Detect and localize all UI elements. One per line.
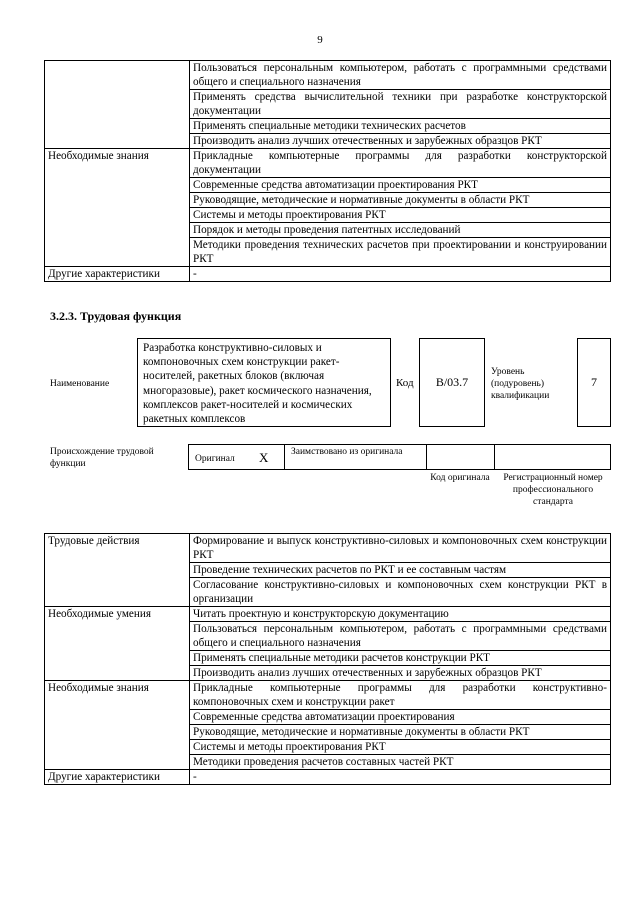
original-mark: X [259, 450, 269, 465]
table-row [45, 681, 611, 710]
table-cell: Проведение технических расчетов по РКТ и ее составным частям [190, 563, 611, 578]
reg-number-label: Регистрационный номер профессионального стандарта [503, 473, 603, 507]
table-cell: Пользоваться персональным компьютером, работать с программными средствами общего и специального назначения [190, 622, 611, 651]
row-label: Трудовые действия [45, 534, 190, 607]
table-cell: Производить анализ лучших отечественных и зарубежных образцов РКТ [190, 666, 611, 681]
table-cell: Руководящие, методические и нормативные документы в области РКТ [190, 193, 611, 208]
borrowed-label: Заимствовано из оригинала [291, 447, 403, 457]
original-cell [189, 445, 285, 469]
row-label: Необходимые умения [45, 607, 190, 681]
level-label: Уровень (подуровень) квалификации [491, 367, 550, 401]
page-number: 9 [317, 34, 323, 46]
table-cell: Современные средства автоматизации проектирования [190, 710, 611, 725]
name-label: Наименование [50, 379, 110, 389]
table-cell: Методики проведения технических расчетов при проектировании и конструировании РКТ [190, 238, 611, 267]
origin-label: Происхождение трудовой функции [50, 447, 154, 469]
level-box [577, 338, 611, 427]
table-row [45, 607, 611, 622]
table-cell: Применять средства вычислительной техники при разработке конструкторской документации [190, 90, 611, 119]
row-label: Другие характеристики [45, 770, 190, 785]
table-cell: - [190, 267, 611, 282]
knowledge-table-top [44, 60, 611, 282]
table-cell: Применять специальные методики расчетов конструкции РКТ [190, 651, 611, 666]
table-cell: Системы и методы проектирования РКТ [190, 208, 611, 223]
code-box [419, 338, 485, 427]
function-name: Разработка конструктивно-силовых и компоновочных схем конструкции ракет-носителей, ракетных блоков (включая многоразовые), ракет космического назначения, комплексов ракет-носителей и космических ракетных комплексов [143, 342, 372, 426]
table-cell: Формирование и выпуск конструктивно-силовых и компоновочных схем конструкции РКТ [190, 534, 611, 563]
code-value: В/03.7 [435, 375, 469, 389]
table-cell: Руководящие, методические и нормативные документы в области РКТ [190, 725, 611, 740]
original-code-cell [427, 445, 495, 469]
table-row [45, 770, 611, 785]
table-cell: Методики проведения расчетов составных частей РКТ [190, 755, 611, 770]
table-cell: Читать проектную и конструкторскую документацию [190, 607, 611, 622]
labor-function-table [44, 533, 611, 785]
row-label: Другие характеристики [45, 267, 190, 282]
table-cell: Согласование конструктивно-силовых и компоновочных схем конструкции РКТ в организации [190, 578, 611, 607]
original-label: Оригинал [195, 454, 235, 464]
table-cell: Порядок и методы проведения патентных исследований [190, 223, 611, 238]
reg-number-cell [495, 445, 610, 469]
table-cell: Пользоваться персональным компьютером, работать с программными средствами общего и специального назначения [190, 61, 611, 90]
table-row [45, 149, 611, 178]
code-label: Код [396, 377, 414, 389]
table-row [45, 534, 611, 563]
section-title: 3.2.3. Трудовая функция [50, 309, 182, 323]
table-cell: Современные средства автоматизации проектирования РКТ [190, 178, 611, 193]
row-label [45, 61, 190, 149]
table-cell: Производить анализ лучших отечественных и зарубежных образцов РКТ [190, 134, 611, 149]
table-row [45, 61, 611, 90]
borrowed-cell [285, 445, 427, 469]
function-name-box [137, 338, 391, 427]
table-cell: Прикладные компьютерные программы для разработки конструктивно-компоновочных схем и конструкции ракет [190, 681, 611, 710]
level-value: 7 [591, 375, 597, 389]
table-cell: - [190, 770, 611, 785]
table-cell: Применять специальные методики технических расчетов [190, 119, 611, 134]
table-row [45, 267, 611, 282]
code-original-label: Код оригинала [430, 473, 490, 483]
row-label: Необходимые знания [45, 149, 190, 267]
table-cell: Системы и методы проектирования РКТ [190, 740, 611, 755]
table-cell: Прикладные компьютерные программы для разработки конструкторской документации [190, 149, 611, 178]
row-label: Необходимые знания [45, 681, 190, 770]
origin-row [188, 444, 611, 470]
